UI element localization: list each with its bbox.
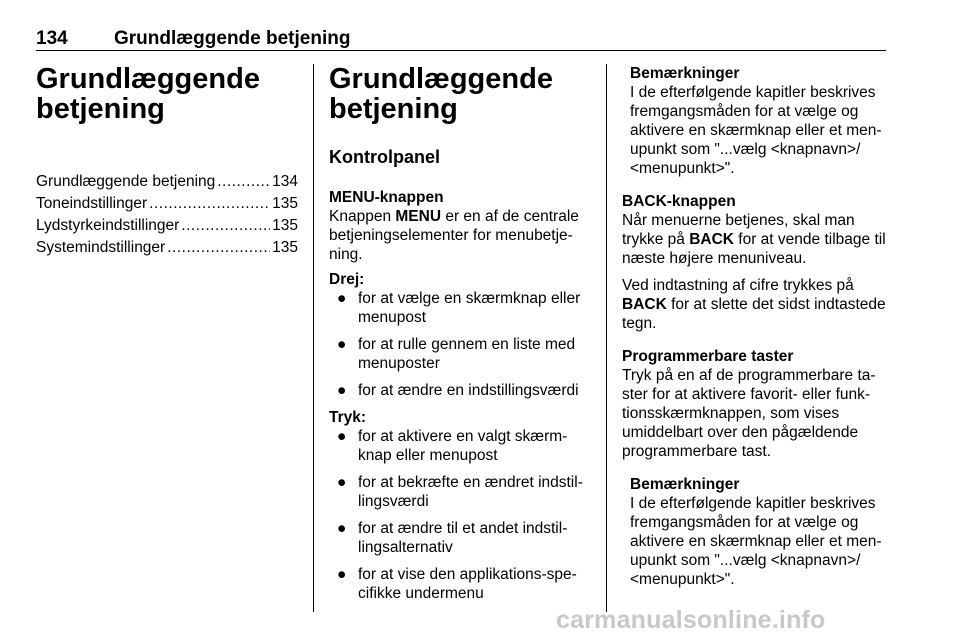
running-title: Grundlæggende betjening xyxy=(114,28,351,49)
back-knappen-heading: BACK-knappen xyxy=(622,193,736,210)
column-right xyxy=(622,64,886,589)
back-paragraph: Når menuerne betjenes, skal man trykke på BACK for at vende tilbage til næste højere menuniveau. xyxy=(622,212,886,267)
watermark: carmanualsonline.info xyxy=(556,606,826,634)
programmable-keys-paragraph: Tryk på en af de programmerbare ta-ster for at aktivere favorit- eller funk-tionsskærmknappen, som vises umiddelbart over den pågældende programmerbare tast. xyxy=(622,367,876,460)
column-divider-1 xyxy=(313,64,314,612)
note-title: Bemærkninger xyxy=(630,65,740,82)
bullet-icon: ● xyxy=(337,336,347,353)
list-item: ● for at ændre en indstillingsværdi xyxy=(337,382,579,399)
tryk-label: Tryk: xyxy=(329,409,367,426)
drej-label: Drej: xyxy=(329,271,365,288)
column-main xyxy=(329,64,591,611)
toc-entry[interactable]: Toneindstillinger ..... 135 xyxy=(36,194,298,213)
drej-list xyxy=(329,289,591,400)
page-number: 134 xyxy=(36,28,68,49)
bullet-icon: ● xyxy=(337,290,347,307)
digits-paragraph: Ved indtastning af cifre trykkes på BACK for at slette det sidst indtastede tegn. xyxy=(622,277,886,332)
toc-entry[interactable]: Lydstyrkeindstillinger ..... 135 xyxy=(36,216,298,235)
menu-paragraph: Knappen MENU er en af de centrale betjeningselementer for menubetje-ning. xyxy=(329,208,579,263)
note-text: I de efterfølgende kapitler beskrives fremgangsmåden for at vælge og aktivere en skærmknap eller et men-upunkt som "...vælg <knapnavn>/ <menupunkt>". xyxy=(630,495,882,588)
section-title: Grundlæggende betjening xyxy=(329,63,553,125)
note-title: Bemærkninger xyxy=(630,476,740,493)
toc-entry[interactable]: Grundlæggende betjening ..... 134 xyxy=(36,172,298,191)
note-box-1 xyxy=(622,64,886,178)
page-header xyxy=(36,28,886,51)
list-item: ● for at aktivere en valgt skærm-knap eller menupost xyxy=(337,428,568,464)
bullet-icon: ● xyxy=(337,474,347,491)
list-item: ● for at rulle gennem en liste med menuposter xyxy=(337,336,576,372)
bullet-icon: ● xyxy=(337,382,347,399)
note-box-2 xyxy=(622,475,886,589)
list-item: ● for at ændre til et andet indstil-lingsalternativ xyxy=(337,520,568,556)
menu-knappen-heading: MENU-knappen xyxy=(329,189,444,206)
subsection-title: Kontrolpanel xyxy=(329,147,440,167)
toc-entry[interactable]: Systemindstillinger ..... 135 xyxy=(36,238,298,257)
tryk-list xyxy=(329,427,591,603)
programmable-keys-heading: Programmerbare taster xyxy=(622,348,794,365)
list-item: ● for at vælge en skærmknap eller menupost xyxy=(337,290,581,326)
list-item: ● for at bekræfte en ændret indstil-lingsværdi xyxy=(337,474,583,510)
bullet-icon: ● xyxy=(337,566,347,583)
chapter-title: Grundlæggende betjening xyxy=(36,63,260,125)
column-toc xyxy=(36,64,298,260)
bullet-icon: ● xyxy=(337,428,347,445)
table-of-contents xyxy=(36,172,298,257)
list-item: ● for at vise den applikations-spe-cifikke undermenu xyxy=(337,566,577,602)
bullet-icon: ● xyxy=(337,520,347,537)
column-divider-2 xyxy=(606,64,607,612)
note-text: I de efterfølgende kapitler beskrives fremgangsmåden for at vælge og aktivere en skærmknap eller et men-upunkt som "...vælg <knapnavn>/ <menupunkt>". xyxy=(630,84,882,177)
